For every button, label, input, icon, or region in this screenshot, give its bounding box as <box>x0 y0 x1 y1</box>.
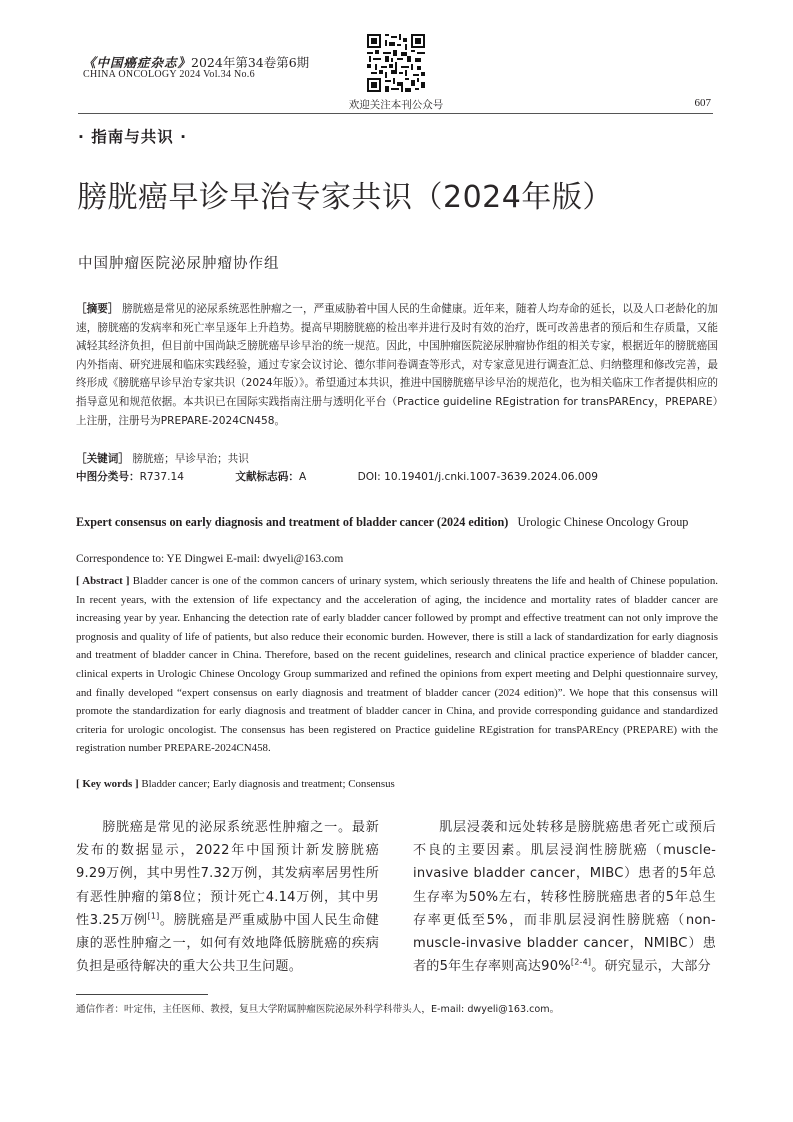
en-abstract-label: [ Abstract ] <box>76 575 130 587</box>
doi: DOI: 10.19401/j.cnki.1007-3639.2024.06.009 <box>357 471 599 483</box>
cn-abstract-label: ［摘要］ <box>76 303 119 315</box>
cn-abstract-text: 膀胱癌是常见的泌尿系统恶性肿瘤之一，严重威胁着中国人民的生命健康。近年来，随着人均寿命的延长，以及人口老龄化的加速，膀胱癌的发病率和死亡率呈逐年上升趋势。提高早期膀胱癌的检出率并进行及时有效的治疗，既可改善患者的预后和生存质量，又能减轻其经济负担，但目前中国尚缺乏膀胱癌早诊早治的统一规范。因此，中国肿瘤医院泌尿肿瘤协作组的相关专家，根据近年的膀胱癌国内外指南、研究进展和临床实践经验，通过专家会议讨论、德尔菲问卷调查等形式，对专家意见进行调查汇总、归纳整理和修改完善，最终形成《膀胱癌早诊早治专家共识（2024年版）》。希望通过本共识，推进中国膀胱癌早诊早治的规范化，也为相关临床工作者提供相应的指导意见和规范依据。本共识已在国际实践指南注册与透明化平台（Practice guideline REgistration for transPAREncy，PREPARE）上注册，注册号为PREPARE-2024CN458。 <box>76 303 718 427</box>
citation[interactable]: [1] <box>147 911 160 921</box>
en-title: Expert consensus on early diagnosis and treatment of bladder cancer (2024 edition) <box>76 515 509 529</box>
journal-name-cn: 《中国癌症杂志》 <box>83 55 192 70</box>
body-text: 膀胱癌是常见的泌尿系统恶性肿瘤之一。最新发布的数据显示，2022年中国预计新发膀胱癌9.29万例，其中男性7.32万例，其发病率居男性所有恶性肿瘤的第8位；预计死亡4.14万例，其中男性3.25万例 <box>76 820 379 928</box>
journal-header-en: CHINA ONCOLOGY 2024 Vol.34 No.6 <box>83 69 255 80</box>
qr-code-icon <box>367 34 425 92</box>
doc-code-value: A <box>298 471 307 483</box>
qr-caption: 欢迎关注本刊公众号 <box>348 99 444 111</box>
cn-keywords-text: 膀胱癌；早诊早治；共识 <box>132 453 249 465</box>
paper-authors: 中国肿瘤医院泌尿肿瘤协作组 <box>78 256 280 272</box>
header-divider <box>78 113 713 114</box>
cn-keywords <box>76 450 718 469</box>
section-label: · 指南与共识 · <box>78 128 188 146</box>
paper-title: 膀胱癌早诊早治专家共识（2024年版） <box>77 180 613 215</box>
citation[interactable]: [2-4] <box>570 957 592 967</box>
footnote-divider <box>76 994 208 995</box>
en-keywords-label: [ Key words ] <box>76 778 139 790</box>
body-text: 肌层浸袭和远处转移是膀胱癌患者死亡或预后不良的主要因素。肌层浸润性膀胱癌（muscle-invasive bladder cancer，MIBC）患者的5年总生存率为50%左右，转移性膀胱癌患者的5年总生存率更低至5%，而非肌层浸润性膀胱癌（non-muscle-invasive bladder cancer，NMIBC）患者的5年生存率则高达90% <box>413 820 716 975</box>
body-column-right <box>413 816 716 978</box>
body-text: 。研究显示，大部分 <box>591 959 711 975</box>
footnote: 通信作者：叶定伟，主任医师、教授，复旦大学附属肿瘤医院泌尿外科学科带头人，E-mail: dwyeli@163.com。 <box>76 1004 560 1015</box>
body-column-left <box>76 816 379 978</box>
clc-value: R737.14 <box>139 471 184 483</box>
en-keywords-text: Bladder cancer; Early diagnosis and treatment; Consensus <box>141 778 395 790</box>
cn-classification <box>76 468 718 487</box>
en-abstract <box>76 572 718 758</box>
en-correspondence: Correspondence to: YE Dingwei E-mail: dwyeli@163.com <box>76 553 344 565</box>
body-text: 。膀胱癌是严重威胁中国人民生命健康的恶性肿瘤之一，如何有效地降低膀胱癌的疾病负担是亟待解决的重大公共卫生问题。 <box>76 912 379 975</box>
page-number: 607 <box>694 97 711 109</box>
cn-abstract <box>76 300 718 430</box>
doc-code-label: 文献标志码： <box>235 471 299 483</box>
clc-label: 中图分类号： <box>76 471 140 483</box>
en-title-block <box>76 513 718 532</box>
en-keywords <box>76 778 718 790</box>
en-group: Urologic Chinese Oncology Group <box>517 515 689 529</box>
issue-cn: 2024年第34卷第6期 <box>191 55 310 70</box>
cn-keywords-label: ［关键词］ <box>76 453 129 465</box>
en-abstract-text: Bladder cancer is one of the common cancers of urinary system, which seriously threatens the life and health of Chinese population. In recent years, with the extension of life expectancy and the acceleration of aging, the incidence and mortality rates of bladder cancer are increasing year by year. Enhancing the detection rate of early bladder cancer followed by prompt and effective treatment can not only improve the prognosis and quality of life of patients, but also reduce their economic burden. However, there is still a lack of standardization for early diagnosis and treatment of bladder cancer in China. Therefore, based on the recent guidelines, research and clinical practice experience of bladder cancer, clinical experts in Urologic Chinese Oncology Group summarized and refined the opinions from expert meeting and Delphi questionnaire survey, and finally developed “expert consensus on early diagnosis and treatment of bladder cancer (2024 edition)”. We hope that this consensus will promote the standardization for early diagnosis and treatment of bladder cancer in China, and provide corresponding guidance and standardized criteria for urologic oncologist. The consensus has been registered on Practice guideline REgistration for transPAREncy (PREPARE) with the registration number PREPARE-2024CN458. <box>76 575 718 755</box>
